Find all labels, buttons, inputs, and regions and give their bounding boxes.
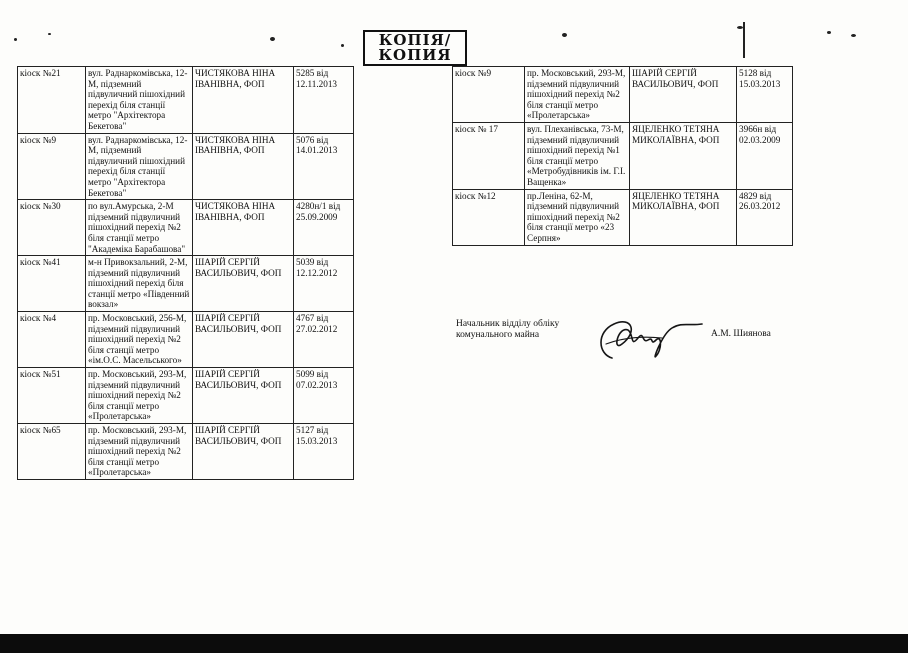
stamp-line1: КОПІЯ/ <box>378 31 452 49</box>
scan-bottom-edge <box>0 634 908 653</box>
contract-cell: 4767 від 27.02.2012 <box>294 312 354 368</box>
address-cell: пр. Московський, 293-М, підземний підвуличний пішохідний перехід №2 біля станції метро «Пролетарська» <box>86 424 193 480</box>
kiosk-table-left-body <box>18 67 354 480</box>
address-cell: вул. Плеханівська, 73-М, підземний підвуличний пішохідний перехід №1 біля станції метро «Метробудівників ім. Г.І. Ващенка» <box>525 122 630 189</box>
contract-cell: 5076 від 14.01.2013 <box>294 133 354 200</box>
table-row <box>18 368 354 424</box>
contract-cell: 4280н/1 від 25.09.2009 <box>294 200 354 256</box>
kiosk-table-left <box>17 66 354 480</box>
stamp-line2: КОПИЯ <box>378 46 452 64</box>
contract-cell: 3966н від 02.03.2009 <box>737 122 793 189</box>
owner-cell: ЧИСТЯКОВА НІНА ІВАНІВНА, ФОП <box>193 133 294 200</box>
signer-name: А.М. Шиянова <box>711 329 771 339</box>
owner-cell: ЯЦЕЛЕНКО ТЕТЯНА МИКОЛАЇВНА, ФОП <box>630 122 737 189</box>
owner-cell: ЯЦЕЛЕНКО ТЕТЯНА МИКОЛАЇВНА, ФОП <box>630 189 737 245</box>
address-cell: пр. Московський, 293-М, підземний підвуличний пішохідний перехід №2 біля станції метро «Пролетарська» <box>86 368 193 424</box>
owner-cell: ШАРІЙ СЕРГІЙ ВАСИЛЬОВИЧ, ФОП <box>193 424 294 480</box>
scan-speck <box>851 34 856 37</box>
table-row <box>18 67 354 134</box>
address-cell: вул. Раднаркомівська, 12-М, підземний підвуличний пішохідний перехід біля станції метро "Архітектора Бекетова" <box>86 133 193 200</box>
table-row <box>18 133 354 200</box>
owner-cell: ЧИСТЯКОВА НІНА ІВАНІВНА, ФОП <box>193 67 294 134</box>
table-row <box>453 122 793 189</box>
kiosk-table-right <box>452 66 793 246</box>
kiosk-table-right-body <box>453 67 793 246</box>
address-cell: пр. Московський, 256-М, підземний підвуличний пішохідний перехід №2 біля станції метро «ім.О.С. Масельського» <box>86 312 193 368</box>
table-row <box>453 67 793 123</box>
table-row <box>18 256 354 312</box>
kiosk-cell: кіоск №12 <box>453 189 525 245</box>
contract-cell: 5128 від 15.03.2013 <box>737 67 793 123</box>
kiosk-cell: кіоск №21 <box>18 67 86 134</box>
owner-cell: ШАРІЙ СЕРГІЙ ВАСИЛЬОВИЧ, ФОП <box>193 312 294 368</box>
contract-cell: 5127 від 15.03.2013 <box>294 424 354 480</box>
signature-title-line2: комунального майна <box>456 330 540 340</box>
contract-cell: 5039 від 12.12.2012 <box>294 256 354 312</box>
scan-speck <box>48 33 51 35</box>
kiosk-cell: кіоск №4 <box>18 312 86 368</box>
copy-stamp <box>363 30 467 66</box>
address-cell: пр.Леніна, 62-М, підземний підвуличний пішохідний перехід №2 біля станції метро «23 Серпня» <box>525 189 630 245</box>
kiosk-cell: кіоск № 17 <box>453 122 525 189</box>
scan-speck <box>737 26 743 29</box>
kiosk-cell: кіоск №9 <box>453 67 525 123</box>
address-cell: м-н Привокзальний, 2-М, підземний підвуличний пішохідний перехід біля станції метро «Південний вокзал» <box>86 256 193 312</box>
address-cell: по вул.Амурська, 2-М підземний підвуличний пішохідний перехід №2 біля станції метро "Академіка Барабашова" <box>86 200 193 256</box>
table-row <box>18 200 354 256</box>
kiosk-cell: кіоск №51 <box>18 368 86 424</box>
scan-speck <box>827 31 831 34</box>
kiosk-cell: кіоск №65 <box>18 424 86 480</box>
owner-cell: ШАРІЙ СЕРГІЙ ВАСИЛЬОВИЧ, ФОП <box>630 67 737 123</box>
contract-cell: 5285 від 12.11.2013 <box>294 67 354 134</box>
owner-cell: ШАРІЙ СЕРГІЙ ВАСИЛЬОВИЧ, ФОП <box>193 368 294 424</box>
handwritten-signature <box>592 314 704 364</box>
address-cell: пр. Московський, 293-М, підземний підвуличний пішохідний перехід №2 біля станції метро «Пролетарська» <box>525 67 630 123</box>
contract-cell: 5099 від 07.02.2013 <box>294 368 354 424</box>
scan-speck <box>14 38 17 41</box>
scan-speck <box>743 22 745 58</box>
table-row <box>453 189 793 245</box>
scan-speck <box>562 33 567 37</box>
kiosk-cell: кіоск №9 <box>18 133 86 200</box>
contract-cell: 4829 від 26.03.2012 <box>737 189 793 245</box>
owner-cell: ЧИСТЯКОВА НІНА ІВАНІВНА, ФОП <box>193 200 294 256</box>
address-cell: вул. Раднаркомівська, 12-М, підземний підвуличний пішохідний перехід біля станції метро "Архітектора Бекетова" <box>86 67 193 134</box>
scan-speck <box>270 37 275 41</box>
table-row <box>18 424 354 480</box>
signature-title <box>456 319 559 341</box>
scan-speck <box>341 44 344 47</box>
kiosk-cell: кіоск №41 <box>18 256 86 312</box>
owner-cell: ШАРІЙ СЕРГІЙ ВАСИЛЬОВИЧ, ФОП <box>193 256 294 312</box>
signature-title-line1: Начальник відділу обліку <box>456 319 560 329</box>
kiosk-cell: кіоск №30 <box>18 200 86 256</box>
table-row <box>18 312 354 368</box>
